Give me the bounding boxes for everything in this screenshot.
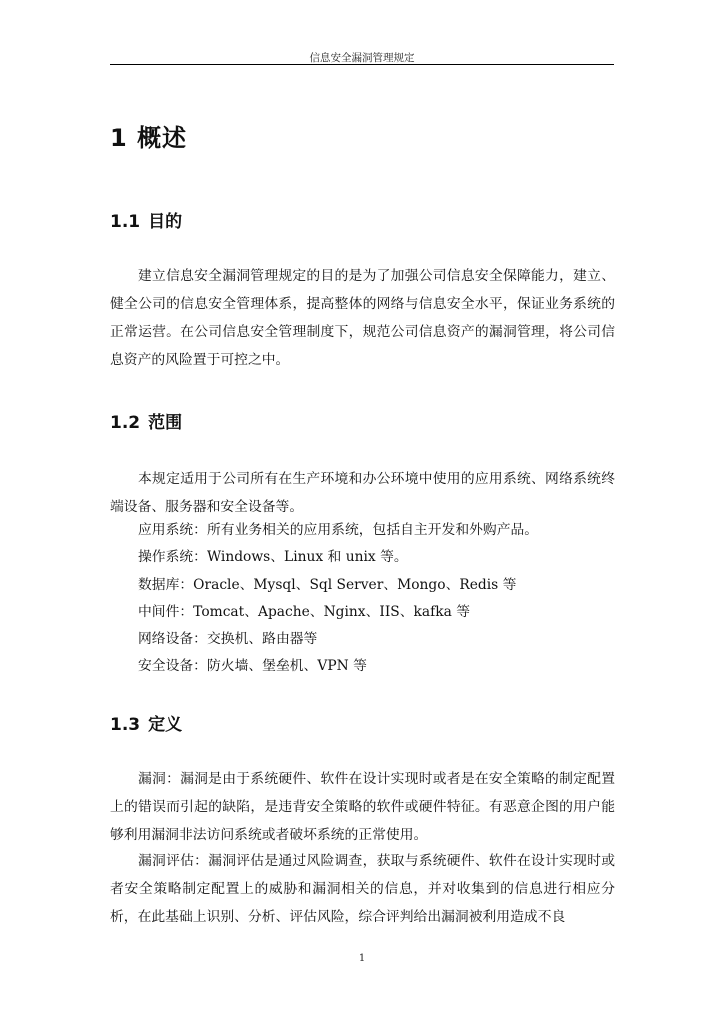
header-divider bbox=[110, 64, 614, 65]
scope-item-network-devices: 网络设备：交换机、路由器等 bbox=[138, 631, 318, 648]
scope-item-security-devices: 安全设备：防火墙、堡垒机、VPN 等 bbox=[138, 658, 367, 675]
scope-item-applications: 应用系统：所有业务相关的应用系统，包括自主开发和外购产品。 bbox=[138, 522, 539, 538]
section-number: 1.3 bbox=[110, 715, 141, 735]
section-number: 1.1 bbox=[110, 212, 141, 232]
scope-item-middleware: 中间件：Tomcat、Apache、Nginx、IIS、kafka 等 bbox=[138, 603, 470, 620]
chapter-title: 概述 bbox=[137, 124, 188, 152]
scope-list bbox=[138, 517, 615, 681]
scope-item-databases: 数据库：Oracle、Mysql、Sql Server、Mongo、Redis 等 bbox=[138, 576, 517, 593]
section-title: 目的 bbox=[148, 212, 183, 232]
page-number: 1 bbox=[358, 953, 366, 964]
scope-item-operating-systems: 操作系统：Windows、Linux 和 unix 等。 bbox=[138, 549, 408, 566]
purpose-paragraph: 建立信息安全漏洞管理规定的目的是为了加强公司信息安全保障能力，建立、健全公司的信息安全管理体系，提高整体的网络与信息安全水平，保证业务系统的正常运营。在公司信息安全管理制度下，规范公司信息资产的漏洞管理，将公司信息资产的风险置于可控之中。 bbox=[110, 268, 615, 368]
chapter-heading bbox=[110, 118, 187, 153]
section-title: 定义 bbox=[148, 715, 183, 735]
section-number: 1.2 bbox=[110, 413, 141, 433]
page-header-title: 信息安全漏洞管理规定 bbox=[309, 52, 415, 64]
section-heading-scope bbox=[110, 408, 182, 433]
section-title: 范围 bbox=[148, 413, 183, 433]
section-heading-definitions bbox=[110, 710, 182, 735]
scope-paragraph: 本规定适用于公司所有在生产环境和办公环境中使用的应用系统、网络系统终端设备、服务器和安全设备等。 bbox=[110, 471, 615, 515]
section-heading-purpose bbox=[110, 207, 182, 232]
definition-vulnerability-assessment: 漏洞评估：漏洞评估是通过风险调查，获取与系统硬件、软件在设计实现时或者安全策略制定配置上的威胁和漏洞相关的信息，并对收集到的信息进行相应分析，在此基础上识别、分析、评估风险，综合评判给出漏洞被利用造成不良 bbox=[110, 853, 615, 925]
definition-vulnerability: 漏洞：漏洞是由于系统硬件、软件在设计实现时或者是在安全策略的制定配置上的错误而引起的缺陷，是违背安全策略的软件或硬件特征。有恶意企图的用户能够利用漏洞非法访问系统或者破坏系统的正常使用。 bbox=[110, 771, 615, 843]
chapter-number: 1 bbox=[110, 124, 128, 152]
